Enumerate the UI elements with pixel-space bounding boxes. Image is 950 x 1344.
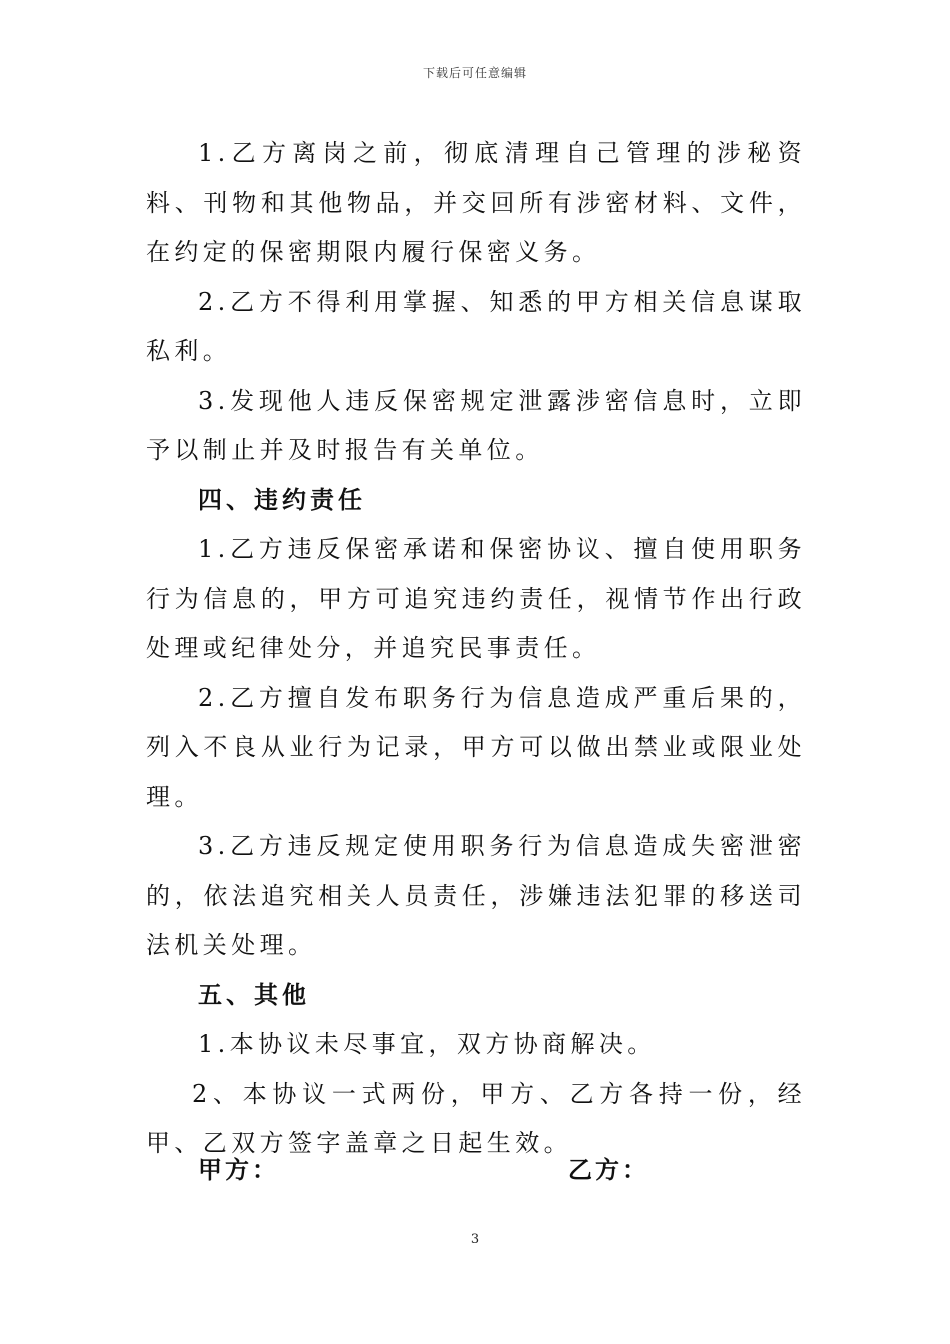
clause-4-item-3: 3.乙方违反规定使用职务行为信息造成失密泄密的，依法追究相关人员责任，涉嫌违法犯罪的移送司法机关处理。 [146,832,806,959]
clause-3-item-2: 2.乙方不得利用掌握、知悉的甲方相关信息谋取私利。 [146,287,806,365]
signature-block [198,1150,758,1190]
clause-3-item-3: 3.发现他人违反保密规定泄露涉密信息时，立即予以制止并及时报告有关单位。 [146,386,806,464]
clause-3-item-1: 1.乙方离岗之前，彻底清理自己管理的涉秘资料、刊物和其他物品，并交回所有涉密材料、文件，在约定的保密期限内履行保密义务。 [146,139,806,266]
clause-5-item-1: 1.本协议未尽事宜，双方协商解决。 [198,1030,656,1058]
clause-4-item-2: 2.乙方擅自发布职务行为信息造成严重后果的，列入不良从业行为记录，甲方可以做出禁业或限业处理。 [146,683,806,811]
clause-4-item-1: 1.乙方违反保密承诺和保密协议、擅自使用职务行为信息的，甲方可追究违约责任，视情节作出行政处理或纪律处分，并追究民事责任。 [146,535,806,662]
party-b-label: 乙方： [568,1156,649,1184]
page-header: 下载后可任意编辑 [422,66,527,80]
section-heading-other: 五、其他 [198,980,310,1009]
section-heading-breach-liability: 四、违约责任 [198,485,366,514]
party-a-label: 甲方： [198,1156,279,1184]
document-body [146,129,806,1169]
page-number: 3 [470,1232,480,1247]
clause-5-item-2: 2、本协议一式两份，甲方、乙方各持一份，经甲、乙双方签字盖章之日起生效。 [146,1079,806,1157]
